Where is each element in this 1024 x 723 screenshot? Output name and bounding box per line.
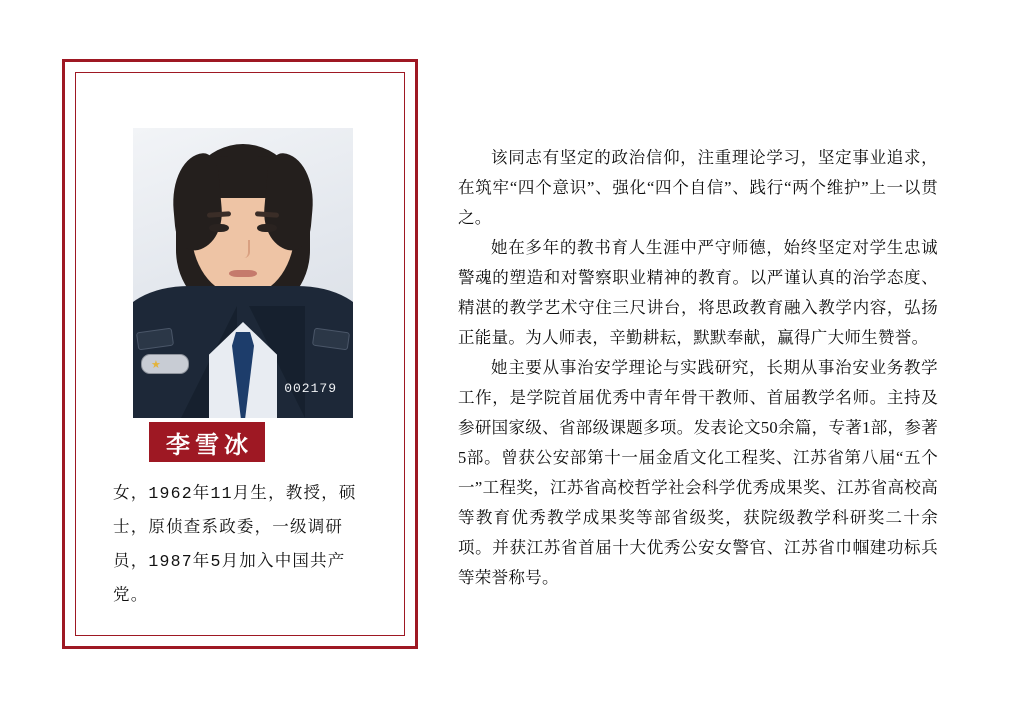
police-uniform-shape	[133, 286, 353, 418]
name-plate	[149, 422, 265, 462]
photo-id-number: 002179	[284, 381, 337, 396]
badge-star-icon: ★	[151, 359, 161, 371]
frame-notch-top-left-horizontal	[110, 73, 154, 86]
shoulder-board-left	[136, 328, 174, 351]
article-body	[458, 143, 938, 593]
portrait-illustration	[133, 128, 353, 418]
nose-shape	[238, 240, 250, 258]
shoulder-board-right	[312, 328, 350, 351]
frame-notch-bottom-right-vertical	[391, 557, 404, 601]
article-paragraph-3: 她主要从事治安学理论与实践研究，长期从事治安业务教学工作，是学院首届优秀中青年骨干教师、首届教学名师。主持及参研国家级、省部级课题多项。发表论文50余篇，专著1部，参著5部。曾获公安部第十一届金盾文化工程奖、江苏省第八届“五个一”工程奖，江苏省高校哲学社会科学优秀成果奖、江苏省高校高等教育优秀教学成果奖等部省级奖，获院级教学科研奖二十余项。并获江苏省首届十大优秀公安女警官、江苏省巾帼建功标兵等荣誉称号。	[458, 358, 938, 587]
eye-left	[209, 224, 229, 232]
person-name: 李雪冰	[166, 432, 253, 459]
profile-card	[62, 59, 418, 649]
portrait-photo	[133, 128, 353, 418]
article-paragraph-2: 她在多年的教书育人生涯中严守师德，始终坚定对学生忠诚警魂的塑造和对警察职业精神的教育。以严谨认真的治学态度、精湛的教学艺术守住三尺讲台，将思政教育融入教学内容，弘扬正能量。为人师表，辛勤耕耘，默默奉献，赢得广大师生赞誉。	[458, 238, 938, 347]
mouth-shape	[229, 270, 257, 277]
eye-right	[257, 224, 277, 232]
person-bio: 女，1962年11月生，教授，硕士，原侦查系政委，一级调研员，1987年5月加入中国共产党。	[113, 484, 357, 605]
article-paragraph-1: 该同志有坚定的政治信仰，注重理论学习，坚定事业追求，在筑牢“四个意识”、强化“四个自信”、践行“两个维护”上一以贯之。	[458, 148, 938, 227]
frame-notch-top-left-vertical	[76, 107, 89, 151]
frame-notch-bottom-right-horizontal	[326, 622, 370, 635]
chest-badge-icon	[141, 354, 189, 374]
